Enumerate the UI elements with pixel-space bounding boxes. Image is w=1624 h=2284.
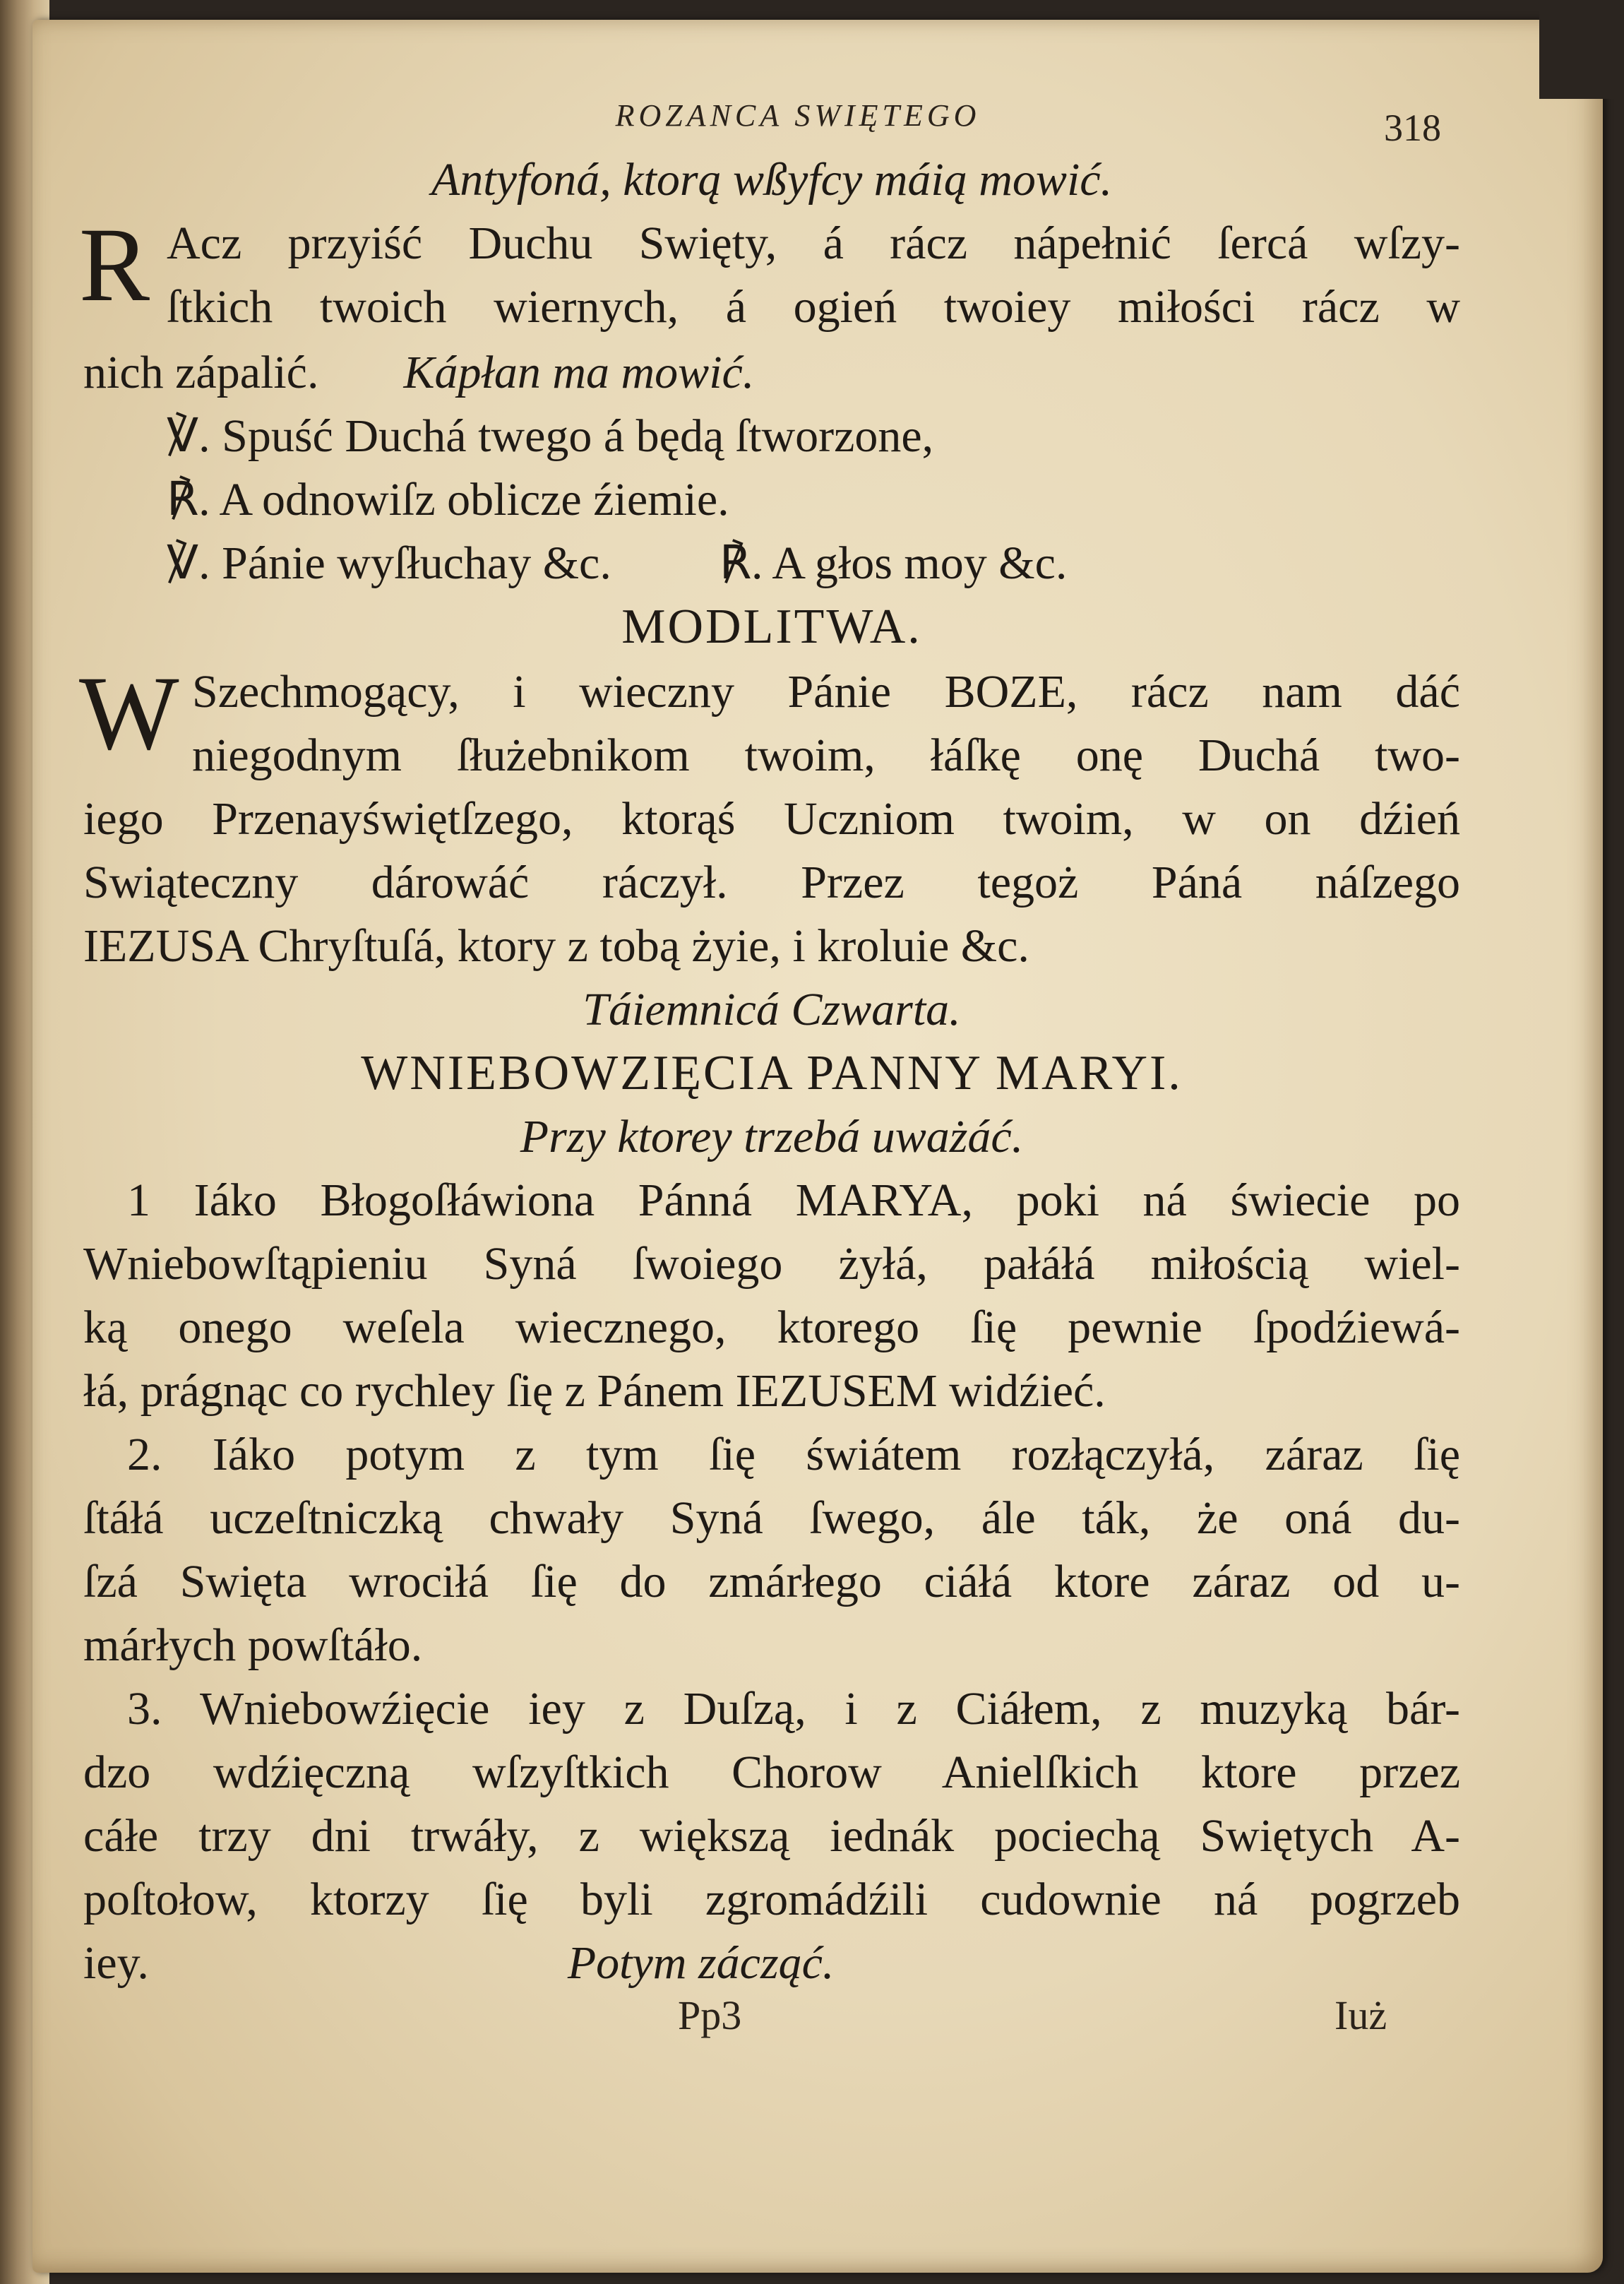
point-line-2: Wniebowſtąpieniu Syná ſwoiego żyłá, pałáłá miłością wiel-: [83, 1238, 1460, 1290]
response-text: A odnowiſz oblicze źiemie.: [219, 474, 729, 525]
antiphon-line-3-text: nich zápalić.: [83, 347, 319, 398]
prayer-line-4: Swiąteczny dárowáć ráczył. Przez tegoż Páná náſzego: [83, 857, 1460, 908]
prayer-line-1: Szechmogący, i wieczny Pánie BOZE, rácz nam dáć: [192, 666, 1460, 718]
point-line-9: 3. Wniebowźięcie iey z Duſzą, i z Ciáłem, z muzyką bár-: [127, 1683, 1460, 1735]
prayer-line-2: niegodnym ſłużebnikom twoim, łáſkę onę Duchá two-: [192, 730, 1460, 781]
versicle-1: [167, 408, 1544, 465]
catchword: Iuż: [1335, 1992, 1387, 2038]
point-line-13-text: iey.: [83, 1937, 149, 1989]
antiphon-line-1: Acz przyiść Duchu Swięty, á rácz nápełnić ſercá wſzy-: [167, 218, 1460, 269]
versicle-2: [167, 535, 1544, 592]
mystery-title: WNIEBOWZIĘCIA PANNY MARYI.: [361, 1046, 1183, 1100]
antiphon-title: Antyfoná, ktorą wßyfcy máią mowić.: [431, 154, 1113, 206]
response-sign: ℟.: [167, 474, 210, 525]
mystery-label: Táiemnicá Czwarta.: [583, 984, 961, 1035]
prayer-line-3: iego Przenayświętſzego, ktorąś Uczniom twoim, w on dźień: [83, 793, 1460, 845]
point-line-13: [83, 1935, 1460, 1992]
antiphon-line-2: ſtkich twoich wiernych, á ogień twoiey miłości rácz w: [167, 281, 1460, 333]
closing-rubric: Potym zácząć.: [567, 1937, 835, 1989]
point-line-10: dzo wdźięczną wſzyſtkich Chorow Anielſkich ktore przez: [83, 1747, 1460, 1798]
signature-mark: Pp3: [678, 1992, 742, 2038]
antiphon-line-3: [83, 345, 1460, 401]
running-head: ROZANCA SWIĘTEGO: [615, 98, 981, 133]
point-line-6: ſtáłá uczeſtniczką chwały Syná ſwego, ále ták, że oná du-: [83, 1492, 1460, 1544]
response-text: A głos moy &c.: [772, 537, 1068, 589]
priest-rubric: Kápłan ma mowić.: [403, 347, 755, 398]
versicle-sign: ℣.: [167, 410, 210, 462]
page-number: 318: [1384, 107, 1441, 149]
response-sign: ℟.: [719, 537, 763, 589]
point-line-8: márłych powſtáło.: [83, 1619, 423, 1671]
background-corner: [1539, 0, 1624, 99]
prayer-title: MODLITWA.: [621, 600, 922, 654]
prayer-line-5: IEZUSA Chryſtuſá, ktory z tobą żyie, i kroluie &c.: [83, 920, 1029, 972]
point-line-7: ſzá Swięta wrociłá ſię do zmárłego ciáłá ktore záraz od u-: [83, 1556, 1460, 1607]
point-line-11: cáłe trzy dni trwáły, z większą iednák pociechą Swiętych A-: [83, 1810, 1460, 1862]
point-line-12: poſtołow, ktorzy ſię byli zgromádźili cudownie ná pogrzeb: [83, 1874, 1460, 1925]
prayer-dropcap: W: [79, 655, 179, 772]
point-line-3: ką onego weſela wiecznego, ktorego ſię pewnie ſpodźiewá-: [83, 1302, 1460, 1353]
versicle-sign: ℣.: [167, 537, 210, 589]
point-line-1: 1 Iáko Błogoſłáwiona Pánná MARYA, poki ná świecie po: [127, 1174, 1460, 1226]
meditation-heading: Przy ktorey trzebá uważáć.: [520, 1111, 1024, 1162]
antiphon-dropcap: R: [79, 206, 150, 323]
versicle-text: Pánie wyſłuchay &c.: [222, 537, 611, 589]
versicle-text: Spuść Duchá twego á będą ſtworzone,: [222, 410, 934, 462]
point-line-4: łá, prágnąc co rychley ſię z Pánem IEZUSEM widźieć.: [83, 1365, 1106, 1417]
response-1: [167, 472, 1544, 528]
point-line-5: 2. Iáko potym z tym ſię świátem rozłączyłá, záraz ſię: [127, 1429, 1460, 1480]
